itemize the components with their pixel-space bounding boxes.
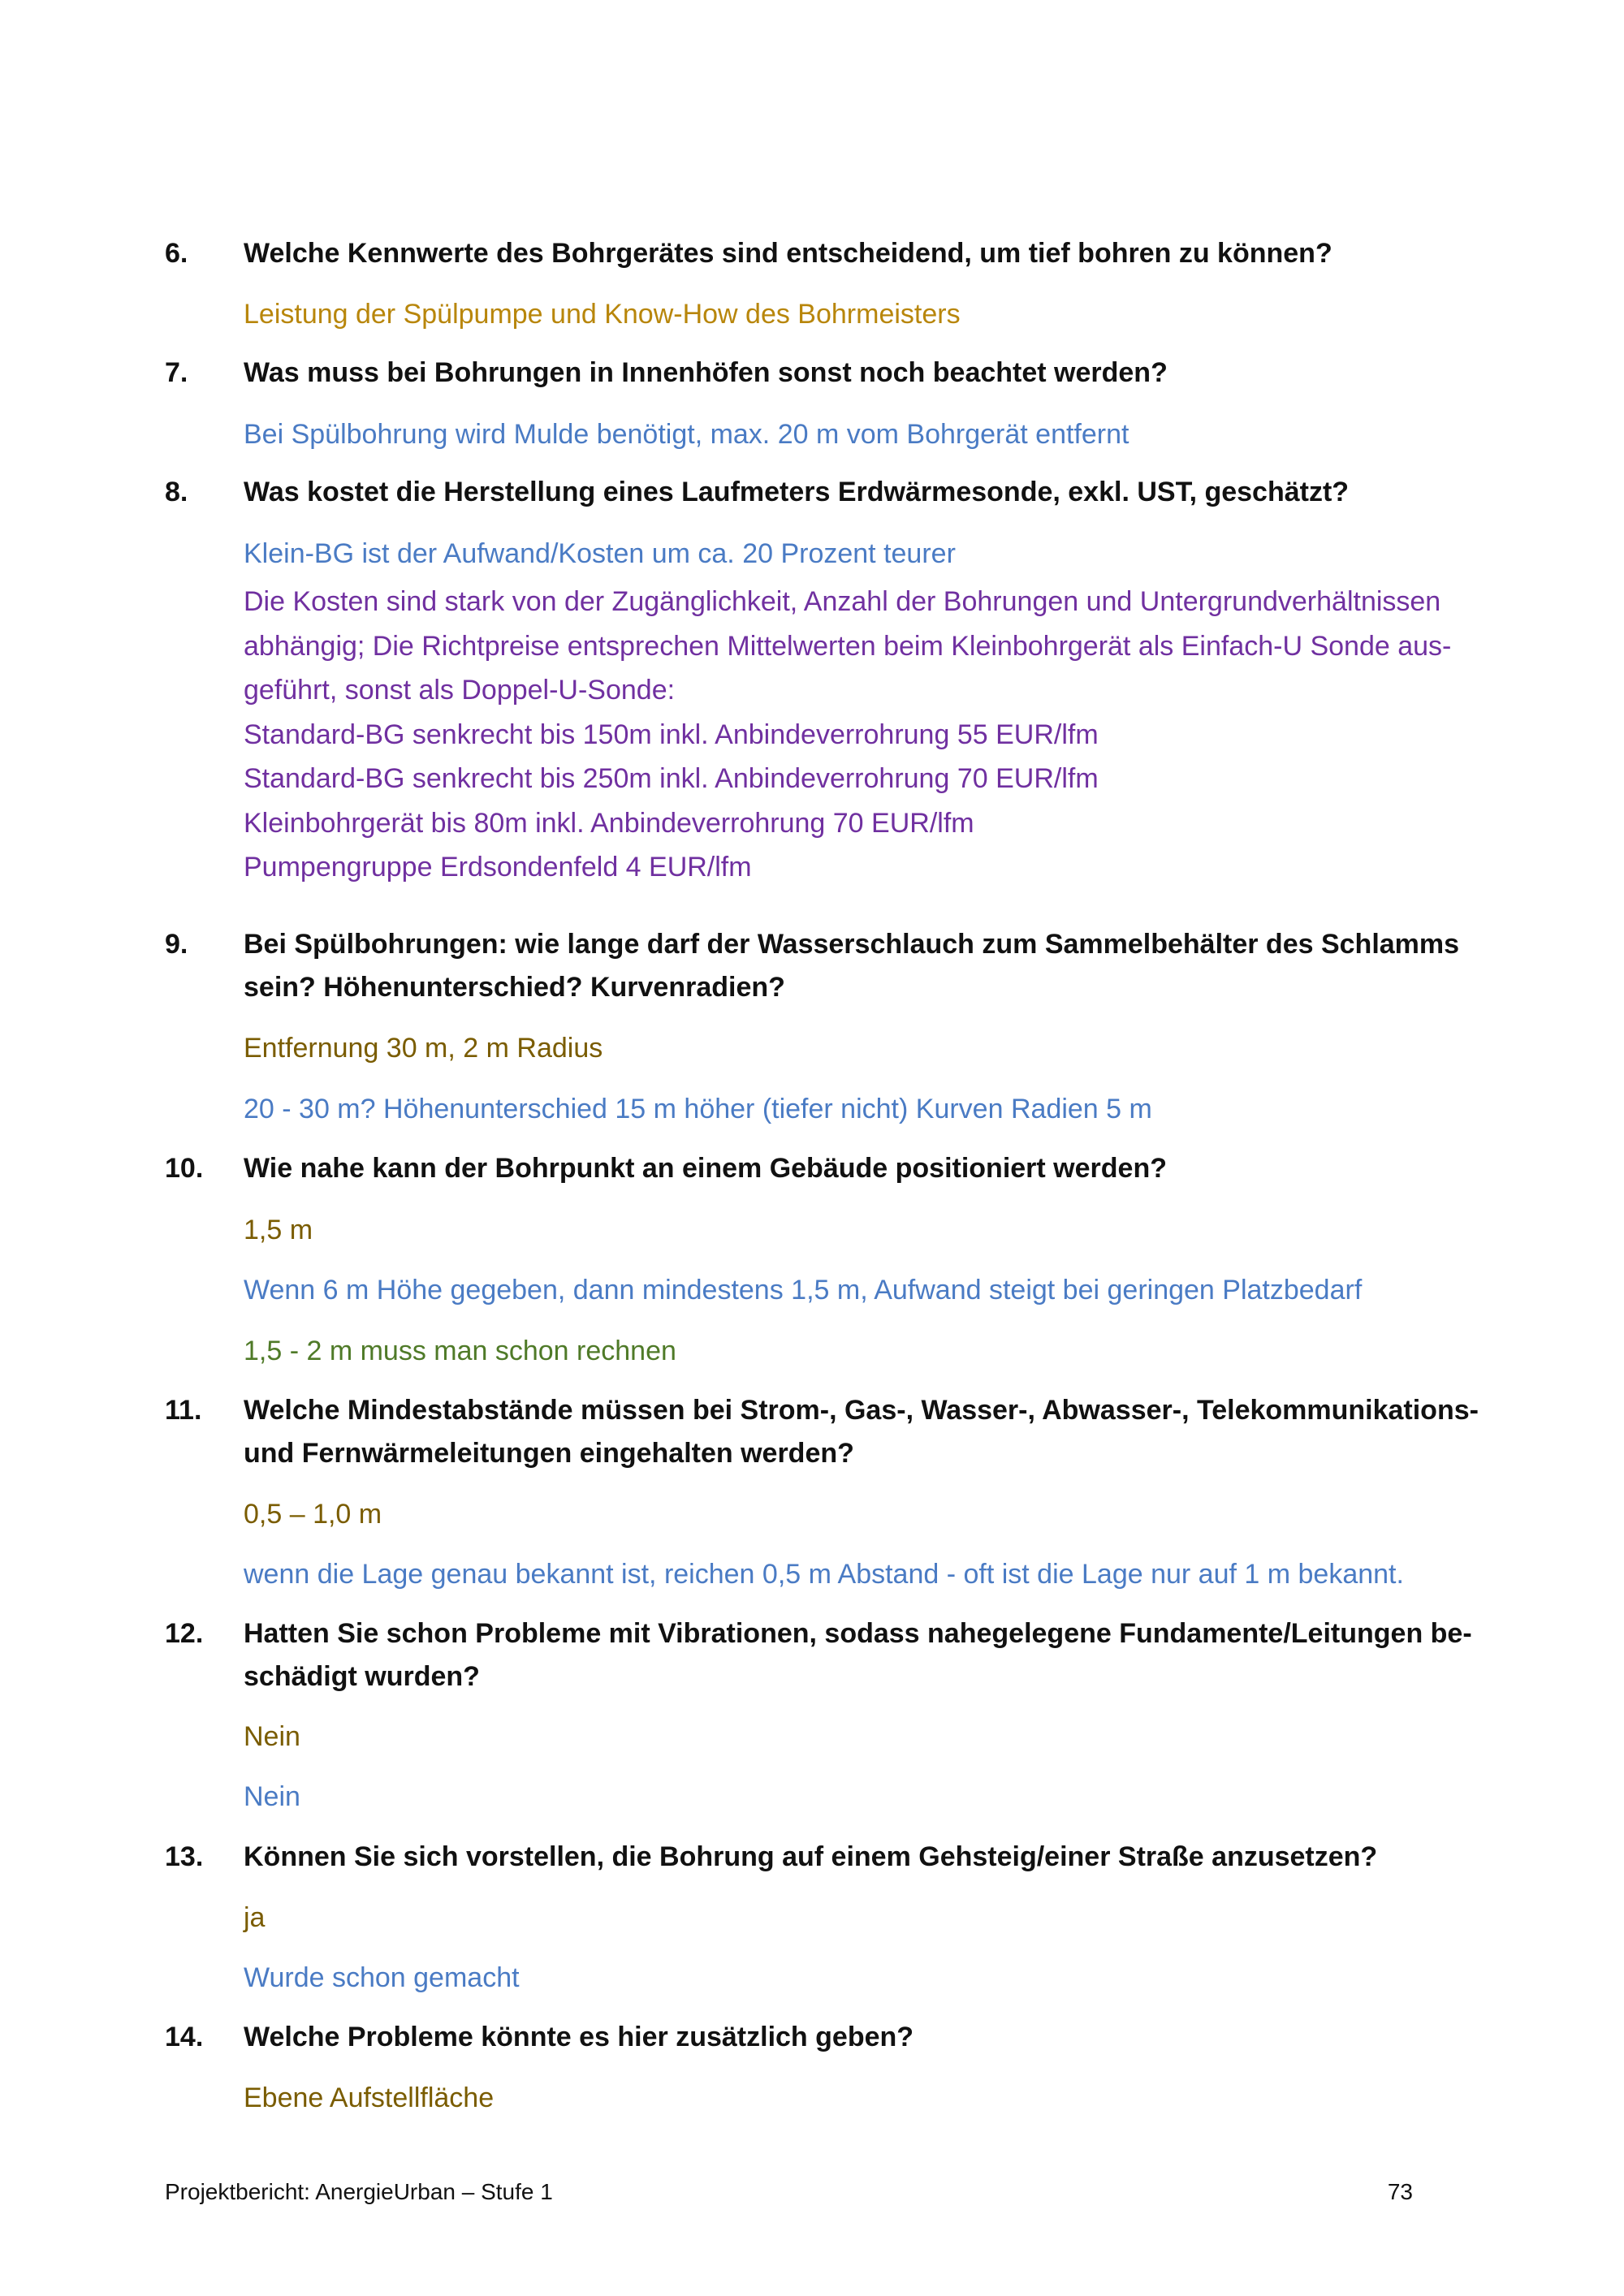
answer-text: Bei Spülbohrung wird Mulde benötigt, max. 20 m vom Bohrgerät entfernt <box>244 419 1129 450</box>
page-number: 73 <box>1387 2179 1413 2204</box>
answer-text: abhängig; Die Richtpreise entsprechen Mittelwerten beim Kleinbohrgerät als Einfach-U Sonde aus- <box>244 631 1452 662</box>
answer-text: Kleinbohrgerät bis 80m inkl. Anbindeverrohrung 70 EUR/lfm <box>244 808 974 839</box>
answer-text: Wurde schon gemacht <box>244 1962 520 1993</box>
answer-text: ja <box>244 1902 266 1933</box>
question-text: Bei Spülbohrungen: wie lange darf der Wasserschlauch zum Sammelbehälter des Schlamms <box>244 929 1460 960</box>
answer-text: 0,5 – 1,0 m <box>244 1499 382 1530</box>
answer-text: Standard-BG senkrecht bis 150m inkl. Anbindeverrohrung 55 EUR/lfm <box>244 719 1099 750</box>
question-text: Wie nahe kann der Bohrpunkt an einem Gebäude positioniert werden? <box>244 1153 1167 1184</box>
question-text: Welche Probleme könnte es hier zusätzlich geben? <box>244 2022 914 2052</box>
answer-text: 20 - 30 m? Höhenunterschied 15 m höher (tiefer nicht) Kurven Radien 5 m <box>244 1094 1152 1124</box>
question-text: Was muss bei Bohrungen in Innenhöfen sonst noch beachtet werden? <box>244 357 1168 388</box>
question-text: sein? Höhenunterschied? Kurvenradien? <box>244 972 785 1003</box>
question-number: 9. <box>165 929 188 960</box>
question-number: 8. <box>165 477 188 507</box>
answer-text: 1,5 - 2 m muss man schon rechnen <box>244 1336 676 1366</box>
answer-text: wenn die Lage genau bekannt ist, reichen 0,5 m Abstand - oft ist die Lage nur auf 1 m bekannt. <box>244 1559 1404 1590</box>
question-text: Welche Mindestabstände müssen bei Strom-, Gas-, Wasser-, Abwasser-, Telekommunikations- <box>244 1395 1479 1426</box>
question-number: 11. <box>165 1395 202 1426</box>
answer-text: Entfernung 30 m, 2 m Radius <box>244 1033 603 1064</box>
question-number: 14. <box>165 2022 204 2052</box>
question-text: Was kostet die Herstellung eines Laufmeters Erdwärmesonde, exkl. UST, geschätzt? <box>244 477 1350 507</box>
answer-text: Klein-BG ist der Aufwand/Kosten um ca. 20 Prozent teurer <box>244 538 956 569</box>
question-text: und Fernwärmeleitungen eingehalten werden? <box>244 1438 854 1469</box>
question-number: 10. <box>165 1153 204 1184</box>
answer-text: Ebene Aufstellfläche <box>244 2082 495 2113</box>
question-text: Welche Kennwerte des Bohrgerätes sind entscheidend, um tief bohren zu können? <box>244 238 1332 269</box>
footer-title: Projektbericht: AnergieUrban – Stufe 1 <box>165 2179 553 2204</box>
question-text: Hatten Sie schon Probleme mit Vibrationen, sodass nahegelegene Fundamente/Leitungen be- <box>244 1618 1472 1649</box>
answer-text: Standard-BG senkrecht bis 250m inkl. Anbindeverrohrung 70 EUR/lfm <box>244 763 1099 794</box>
answer-text: Wenn 6 m Höhe gegeben, dann mindestens 1,5 m, Aufwand steigt bei geringen Platzbedarf <box>244 1275 1363 1306</box>
question-number: 12. <box>165 1618 204 1649</box>
answer-text: Leistung der Spülpumpe und Know-How des Bohrmeisters <box>244 299 961 330</box>
question-text: schädigt wurden? <box>244 1661 480 1692</box>
answer-text: Nein <box>244 1781 300 1812</box>
answer-text: geführt, sonst als Doppel-U-Sonde: <box>244 675 676 706</box>
answer-text: Nein <box>244 1721 300 1752</box>
question-number: 6. <box>165 238 188 269</box>
answer-text: 1,5 m <box>244 1215 313 1245</box>
answer-text: Die Kosten sind stark von der Zugänglichkeit, Anzahl der Bohrungen und Untergrundverhältnissen <box>244 586 1441 617</box>
question-number: 7. <box>165 357 188 388</box>
question-text: Können Sie sich vorstellen, die Bohrung auf einem Gehsteig/einer Straße anzusetzen? <box>244 1841 1378 1872</box>
answer-text: Pumpengruppe Erdsondenfeld 4 EUR/lfm <box>244 852 752 883</box>
question-number: 13. <box>165 1841 204 1872</box>
